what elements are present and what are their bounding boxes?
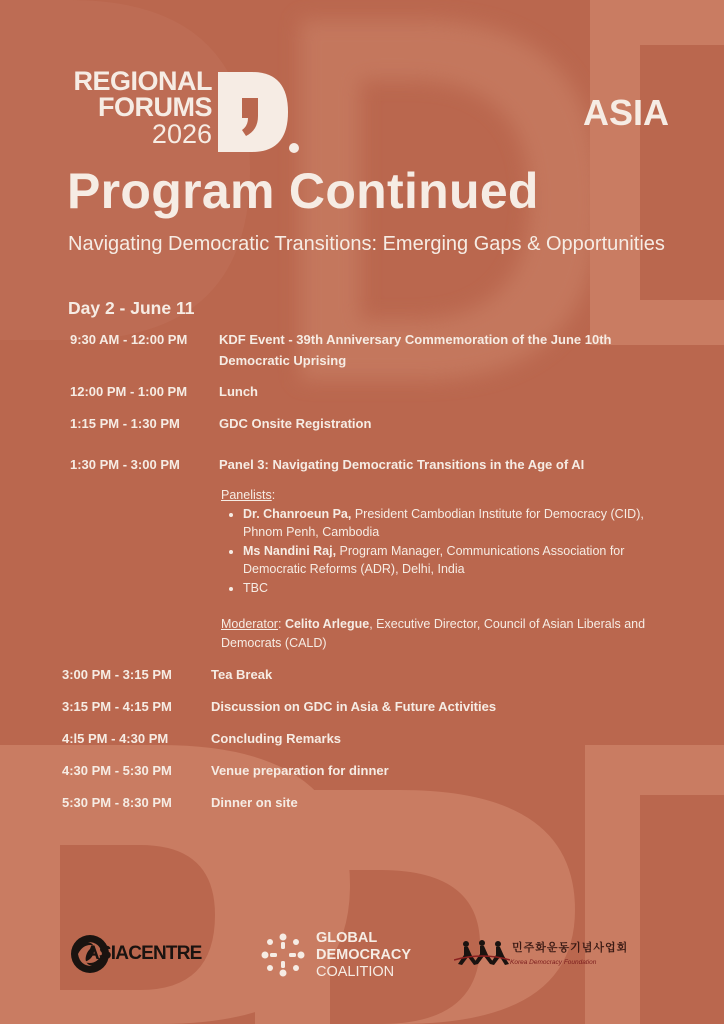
panelist-desc: President Cambodian Institute for Democracy (CID), Phnom Penh, Cambodia <box>243 506 644 539</box>
schedule-event: Lunch <box>219 384 258 399</box>
schedule-time: 1:15 PM - 1:30 PM <box>70 416 180 431</box>
watermark-d-bottommid <box>255 790 575 1024</box>
schedule-time: 1:30 PM - 3:00 PM <box>70 457 180 472</box>
gdc-line-coalition: COALITION <box>316 964 395 980</box>
panelist-name: Ms Nandini Raj, <box>243 543 337 558</box>
kdf-english-wordmark: Korea Democracy Foundation <box>510 959 597 966</box>
schedule-event: GDC Onsite Registration <box>219 416 372 431</box>
schedule-time: 4:30 PM - 5:30 PM <box>62 763 172 778</box>
asiacentre-wordmark: ASIACENTRE <box>86 943 202 964</box>
watermark-d-bottomright <box>585 745 724 1024</box>
gdc-line-global: GLOBAL <box>316 930 378 946</box>
schedule-event: Tea Break <box>211 667 273 682</box>
list-item <box>243 579 681 598</box>
d-comma-logo-icon <box>216 70 300 154</box>
page-subtitle: Navigating Democratic Transitions: Emerging Gaps & Opportunities <box>68 233 665 255</box>
schedule-event: Dinner on site <box>211 795 298 810</box>
day-heading: Day 2 - June 11 <box>68 298 195 318</box>
schedule-event: Panel 3: Navigating Democratic Transitions in the Age of AI <box>219 457 585 472</box>
list-item <box>243 542 681 579</box>
moderator-label: Moderator <box>221 617 278 631</box>
schedule-time: 9:30 AM - 12:00 PM <box>70 332 188 347</box>
list-item <box>243 505 681 542</box>
schedule-event: Discussion on GDC in Asia & Future Activities <box>211 699 497 714</box>
schedule-event: KDF Event - 39th Anniversary Commemoration of the June 10th Democratic Uprising <box>219 332 612 368</box>
gdc-people-circle-icon <box>258 930 308 980</box>
moderator-name: Celito Arlegue <box>284 617 370 631</box>
panelist-desc: Program Manager, Communications Association for Democratic Reforms (ADR), Delhi, India <box>243 543 625 576</box>
schedule-event: Venue preparation for dinner <box>211 763 389 778</box>
schedule-time: 12:00 PM - 1:00 PM <box>70 384 188 399</box>
region-label: ASIA <box>582 92 669 133</box>
schedule-time: 5:30 PM - 8:30 PM <box>62 795 172 810</box>
moderator-line: Moderator: Celito Arlegue, Executive Director, Council of Asian Liberals and Democrats (CALD) <box>221 617 646 650</box>
gdc-line-democracy: DEMOCRACY <box>316 947 412 963</box>
page-title: Program Continued <box>67 163 539 219</box>
logo-line-forums: FORUMS <box>98 92 212 122</box>
kdf-korean-wordmark: 민주화운동기념사업회 <box>512 942 629 954</box>
schedule-time: 3:00 PM - 3:15 PM <box>62 667 172 682</box>
panelists-heading: Panelists: <box>221 488 276 502</box>
panelist-desc: TBC <box>243 580 268 595</box>
panelists-list <box>221 505 681 598</box>
logo-line-regional: REGIONAL <box>73 66 212 96</box>
gdc-wordmark <box>316 930 411 981</box>
panel-details <box>221 486 681 652</box>
schedule-event: Concluding Remarks <box>211 731 342 746</box>
forum-logo-text <box>68 68 212 148</box>
watermark-d-topright <box>590 0 724 345</box>
panelists-label: Panelists <box>221 488 272 502</box>
moderator-desc: , Executive Director, Council of Asian Liberals and Democrats (CALD) <box>221 617 646 650</box>
schedule-time: 3:15 PM - 4:15 PM <box>62 699 172 714</box>
panelist-name: Dr. Chanroeun Pa, <box>243 506 352 521</box>
schedule-time: 4:l5 PM - 4:30 PM <box>62 731 169 746</box>
logo-year: 2026 <box>151 119 212 149</box>
kdf-runners-logo-icon <box>454 938 510 968</box>
